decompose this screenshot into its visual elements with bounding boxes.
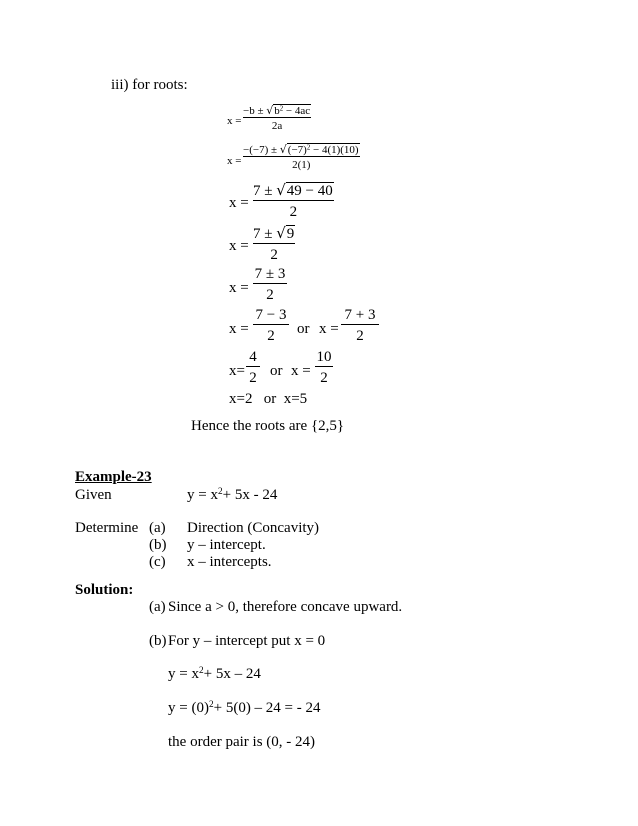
simplified-numerator-1: 7 ± √49 − 40	[253, 181, 333, 199]
radicand: $b^2 - 4ac$	[274, 105, 311, 117]
hence-roots-text: Hence the roots are {2,5}	[191, 418, 345, 434]
x-equals-5: x =	[229, 280, 249, 296]
substitution-fraction	[243, 143, 360, 171]
x-equals-6a: x =	[229, 321, 249, 337]
solution-b-text: For y – intercept put x = 0	[168, 633, 326, 649]
ten-over-two-fraction: 10 2	[316, 349, 332, 386]
solution-equation-2: $y = (0)^2+ 5(0) - 24$ = - 24	[168, 699, 321, 716]
determine-item-c-text: x – intercepts.	[187, 554, 272, 570]
given-label: Given	[75, 487, 112, 503]
solution-b-marker: (b)	[149, 633, 167, 649]
simplified-fraction-1: 7 ± √49 − 40 2	[253, 181, 333, 220]
part-iii-label: iii) for roots:	[111, 77, 188, 93]
x-equals-4: x =	[229, 238, 249, 254]
determine-item-b-marker: (b)	[149, 537, 167, 553]
quadratic-formula-denominator: 2a	[271, 120, 283, 132]
determine-item-b-text: y – intercept.	[187, 537, 266, 553]
given-equation: $y = x^2+ 5x - 24$	[187, 486, 278, 503]
solution-a-text: Since a > 0, therefore concave upward.	[168, 599, 403, 615]
example-title: Example-23	[75, 469, 152, 485]
order-pair-text: the order pair is (0, - 24)	[168, 734, 316, 750]
x-equals-3: x =	[229, 195, 249, 211]
x-equals-2: x =	[227, 155, 242, 167]
or-text-1: or	[297, 321, 310, 337]
x-equals-7a: x=	[229, 363, 245, 379]
simplified-fraction-3: 7 ± 3 2	[254, 266, 286, 303]
radical-sign: √	[279, 143, 287, 156]
solution-label: Solution:	[75, 582, 134, 598]
roots-result: x=2 or x=5	[229, 391, 308, 407]
determine-item-a-marker: (a)	[149, 520, 166, 536]
determine-item-c-marker: (c)	[149, 554, 166, 570]
or-text-2: or	[270, 363, 283, 379]
determine-item-a-text: Direction (Concavity)	[187, 520, 320, 536]
determine-label: Determine	[75, 520, 139, 536]
simplified-fraction-2: 7 ± √9 2	[253, 224, 295, 263]
x-equals-7b: x =	[291, 363, 311, 379]
quadratic-formula-fraction	[243, 104, 311, 132]
four-over-two-fraction: 4 2	[246, 349, 260, 387]
x-equals-6b: x =	[319, 321, 339, 337]
plus-root-fraction: 7 + 3 2	[341, 307, 379, 345]
substitution-numerator: $-(-7) \pm √(-7)^2 - 4(1)(10)$	[243, 143, 359, 156]
x-equals-1: x =	[227, 115, 242, 127]
radical-sign: √	[266, 104, 274, 117]
solution-a-marker: (a)	[149, 599, 166, 615]
substitution-denominator: 2(1)	[292, 159, 311, 171]
solution-equation-1: $y = x^2+ 5x - 24$	[168, 665, 261, 682]
radicand: $(-7)^2 - 4(1)(10)$	[287, 144, 359, 156]
minus-root-fraction: 7 − 3 2	[253, 307, 289, 345]
quadratic-formula-numerator: $-b \pm √b^2 - 4ac$	[243, 104, 311, 117]
